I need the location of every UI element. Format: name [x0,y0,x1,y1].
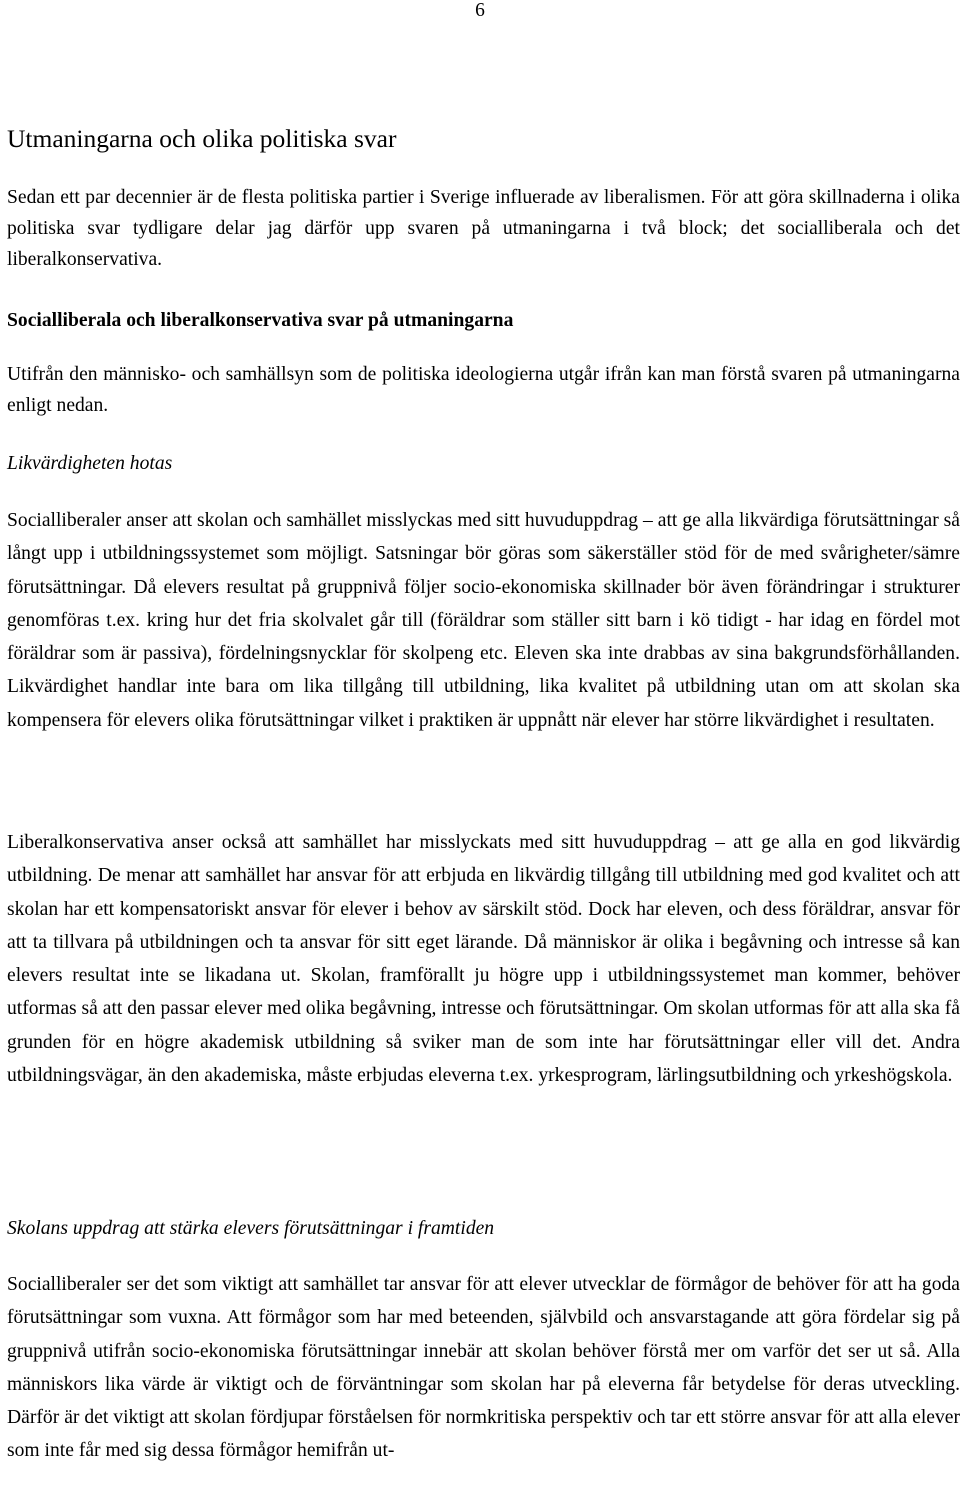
bold-subheading: Socialliberala och liberalkonservativa svar på utmaningarna [7,310,514,331]
paragraph-2: Utifrån den människo- och samhällsyn som de politiska ideologierna utgår ifrån kan man förstå svaren på utmaningarna enligt nedan. [7,364,960,416]
intro-paragraph-block [7,182,960,275]
section-heading: Utmaningarna och olika politiska svar [7,124,397,153]
paragraph-3-block [7,504,960,737]
paragraph-4: Liberalkonservativa anser också att samhället har misslyckats med sitt huvuduppdrag – att ge alla en god likvärdig utbildning. De menar att samhället har ansvar för att erbjuda en likvärdig tillgång till utbildning med god kvalitet och att skolan har ett kompensatoriskt ansvar för elever i behov av särskilt stöd. Dock har eleven, och dess föräldrar, ansvar för att ta tillvara på utbildningen och ta ansvar för sitt eget lärande. Då människor är olika i begåvning och intresse så kan elevers resultat inte se likadana ut. Skolan, framförallt ju högre upp i utbildningssystemet man kommer, behöver utformas så att den passar elever med olika begåvning, intresse och förutsättningar. Om skolan utformas för att alla ska få grunden för en högre akademisk utbildning så sviker man de som inte har förutsättningar eller vill det. Andra utbildningsvägar, än den akademiska, måste erbjudas eleverna t.ex. yrkesprogram, lärlingsutbildning och yrkeshögskola. [7,832,960,1087]
paragraph-5: Socialliberaler ser det som viktigt att samhället tar ansvar för att elever utvecklar de förmågor de behöver för att ha goda förutsättningar som vuxna. Att förmågor som har med beteenden, självbild och ansvarstagande att göra fördelar sig på gruppnivå utifrån socio-ekonomiska förutsättningar innebär att skolan behöver förstå mer om varför det ser ut så. Alla människors lika värde är viktigt och de förväntningar som skolan har på eleverna får betydelse för deras utveckling. Därför är det viktigt att skolan fördjupar förståelsen för normkritiska perspektiv och tar ett större ansvar för att alla elever som inte får med sig dessa förmågor hemifrån ut- [7,1274,960,1462]
italic-subheading-likvardighet: Likvärdigheten hotas [7,453,173,474]
paragraph-5-block [7,1268,960,1468]
intro-paragraph: Sedan ett par decennier är de flesta politiska partier i Sverige influerade av liberalismen. För att göra skillnaderna i olika politiska svar tydligare delar jag därför upp svaren på utmaningarna i två block; det socialliberala och det liberalkonservativa. [7,187,960,270]
page-number: 6 [475,0,485,21]
paragraph-4-block [7,826,960,1092]
italic-subheading-skolans-uppdrag: Skolans uppdrag att stärka elevers förutsättningar i framtiden [7,1218,495,1239]
paragraph-2-block [7,359,960,421]
paragraph-3: Socialliberaler anser att skolan och samhället misslyckas med sitt huvuduppdrag – att ge alla likvärdiga förutsättningar så långt upp i utbildningssystemet som möjligt. Satsningar bör göras som säkerställer stöd för de med svårigheter/sämre förutsättningar. Då elevers resultat på gruppnivå följer socio-ekonomiska skillnader bör även förändringar i strukturer genomföras t.ex. kring hur det fria skolvalet går till (föräldrar som ställer sitt barn i kö tidigt - har idag en fördel mot föräldrar som är passiva), fördelningsnycklar för skolpeng etc. Eleven ska inte drabbas av sina bakgrundsförhållanden. Likvärdighet handlar inte bara om lika tillgång till utbildning, lika kvalitet på utbildning utan om att skolan ska kompensera för elevers olika förutsättningar vilket i praktiken är uppnått när elever har större likvärdighet i resultaten. [7,510,960,731]
